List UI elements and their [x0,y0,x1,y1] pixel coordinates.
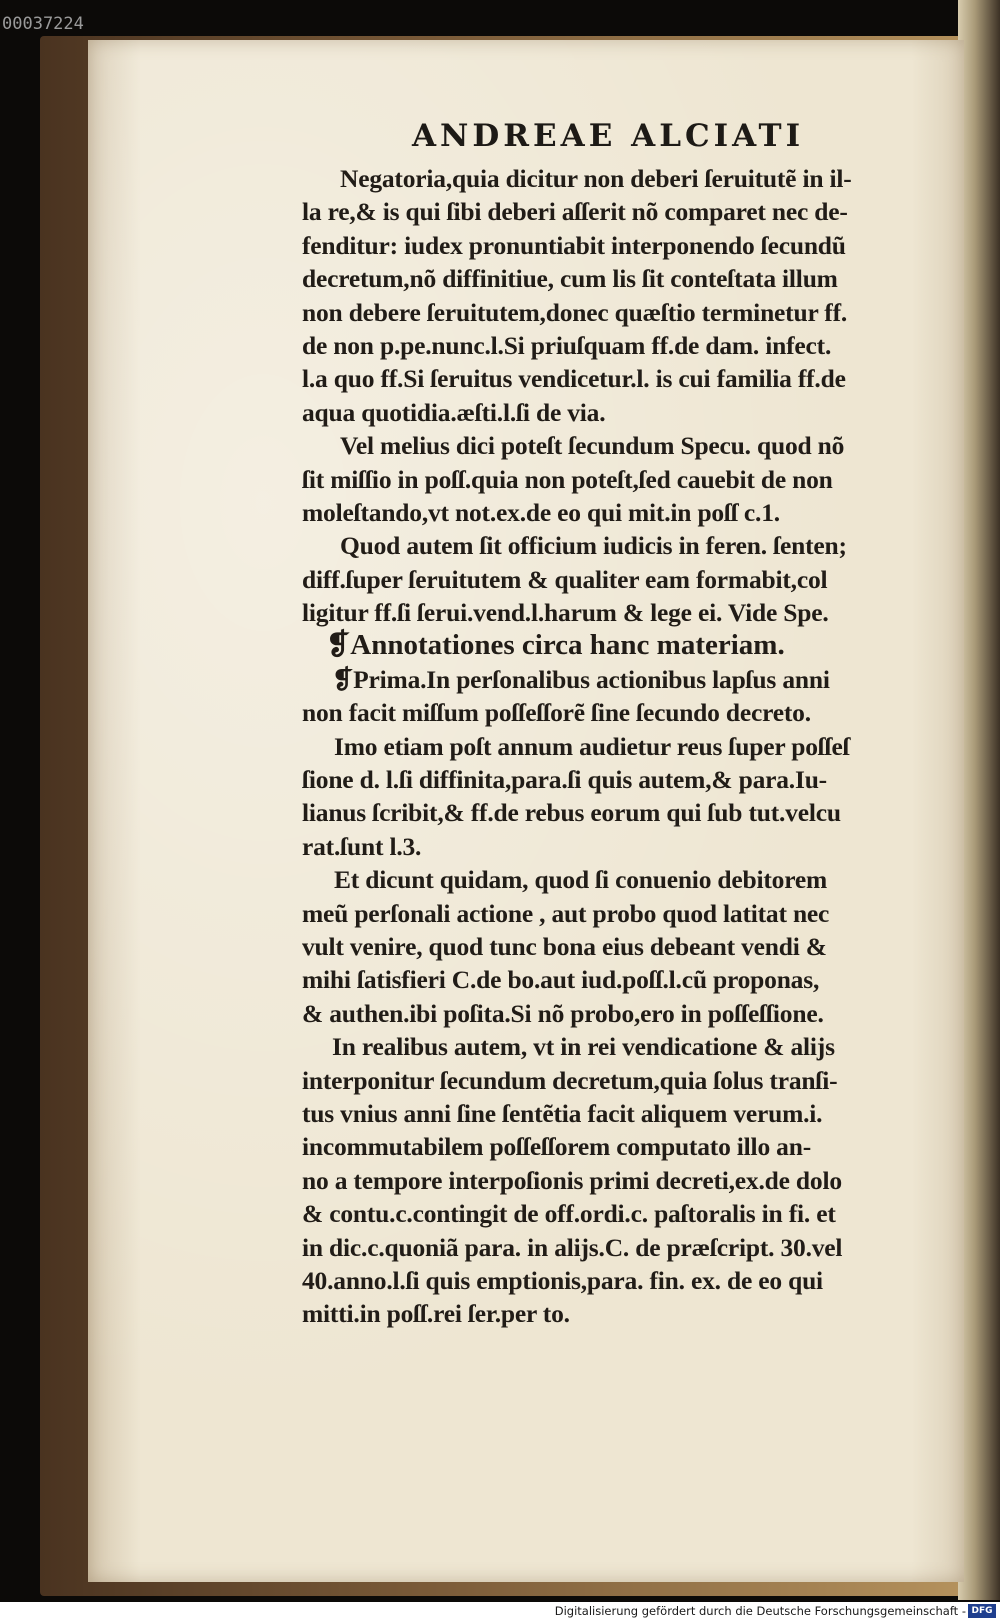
text-line: mihi ſatisfieri C.de bo.aut iud.poſſ.l.cũ proponas, [302,965,820,995]
text-line: decretum,nõ diffinitiue, cum lis ſit conteſtata illum [302,264,838,294]
text-line: aqua quotidia.æſti.l.ſi de via. [302,397,606,427]
text-line: Vel melius dici poteſt ſecundum Specu. quod nõ [340,431,845,461]
text-line: vult venire, quod tunc bona eius debeant vendi & [302,931,827,961]
text-line: de non p.pe.nunc.l.Si priuſquam ff.de dam. infect. [302,330,832,360]
text-line: 40.anno.l.ſi quis emptionis,para. fin. ex. de eo qui [302,1265,823,1295]
text-line: tus vnius anni ſine ſentẽtia facit aliquem verum.i. [302,1098,823,1128]
text-line: ſione d. l.ſi diffinita,para.ſi quis autem,& para.Iu- [302,765,827,795]
page-stack-edge [958,0,1000,1600]
funding-notice: Digitalisierung gefördert durch die Deutsche Forschungsgemeinschaft - [554,1604,966,1618]
dfg-logo: DFG [968,1604,996,1618]
text-line: rat.ſunt l.3. [302,831,422,861]
text-line: In realibus autem, vt in rei vendicatione & alijs [332,1032,835,1062]
text-line: diff.ſuper ſeruitutem & qualiter eam formabit,col [302,564,828,594]
text-line: ſit miſſio in poſſ.quia non poteſt,ſed cauebit de non [302,464,833,494]
text-line: & contu.c.contingit de off.ordi.c. paſtoralis in fi. et [302,1199,836,1229]
text-line: no a tempore interpoſionis primi decreti,ex.de dolo [302,1165,842,1195]
text-line: lianus ſcribit,& ff.de rebus eorum qui ſub tut.velcu [302,798,841,828]
text-line: ❡Prima.In perſonalibus actionibus lapſus anni [332,664,830,694]
section-heading: ❡Annotationes circa hanc materiam. [326,629,785,662]
text-line: in dic.c.quoniã para. in alijs.C. de præſcript. 30.vel [302,1232,843,1262]
text-line: fenditur: iudex pronuntiabit interponendo ſecundũ [302,230,846,260]
text-line: interponitur ſecundum decretum,quia ſolus tranſi- [302,1065,838,1095]
scan-id: 00037224 [2,14,84,34]
text-line: ligitur ff.ſi ſerui.vend.l.harum & lege ei. Vide Spe. [302,598,829,628]
body-text [302,162,950,1331]
text-line: non facit miſſum poſſeſſorẽ ſine ſecundo decreto. [302,698,811,728]
text-line: la re,& is qui ſibi deberi aſſerit nõ comparet nec de- [302,197,848,227]
text-line: mitti.in poſſ.rei ſer.per to. [302,1299,570,1329]
text-line: l.a quo ff.Si ſeruitus vendicetur.l. is cui familia ff.de [302,364,846,394]
text-line: moleſtando,vt not.ex.de eo qui mit.in poſſ c.1. [302,497,780,527]
text-line: Et dicunt quidam, quod ſi conuenio debitorem [334,865,828,895]
text-line: & authen.ibi poſita.Si nõ probo,ero in poſſeſſione. [302,998,824,1028]
text-line: meũ perſonali actione , aut probo quod latitat nec [302,898,830,928]
text-line: Quod autem ſit officium iudicis in feren. ſenten; [340,531,847,561]
running-head: ANDREAE ALCIATI [412,118,805,154]
text-line: incommutabilem poſſeſſorem computato illo an- [302,1132,811,1162]
text-line: non debere ſeruitutem,donec quæſtio terminetur ff. [302,297,848,327]
text-line: Negatoria,quia dicitur non deberi ſeruitutẽ in il- [340,164,852,193]
text-line: Imo etiam poſt annum audietur reus ſuper poſſeſ [334,731,850,761]
